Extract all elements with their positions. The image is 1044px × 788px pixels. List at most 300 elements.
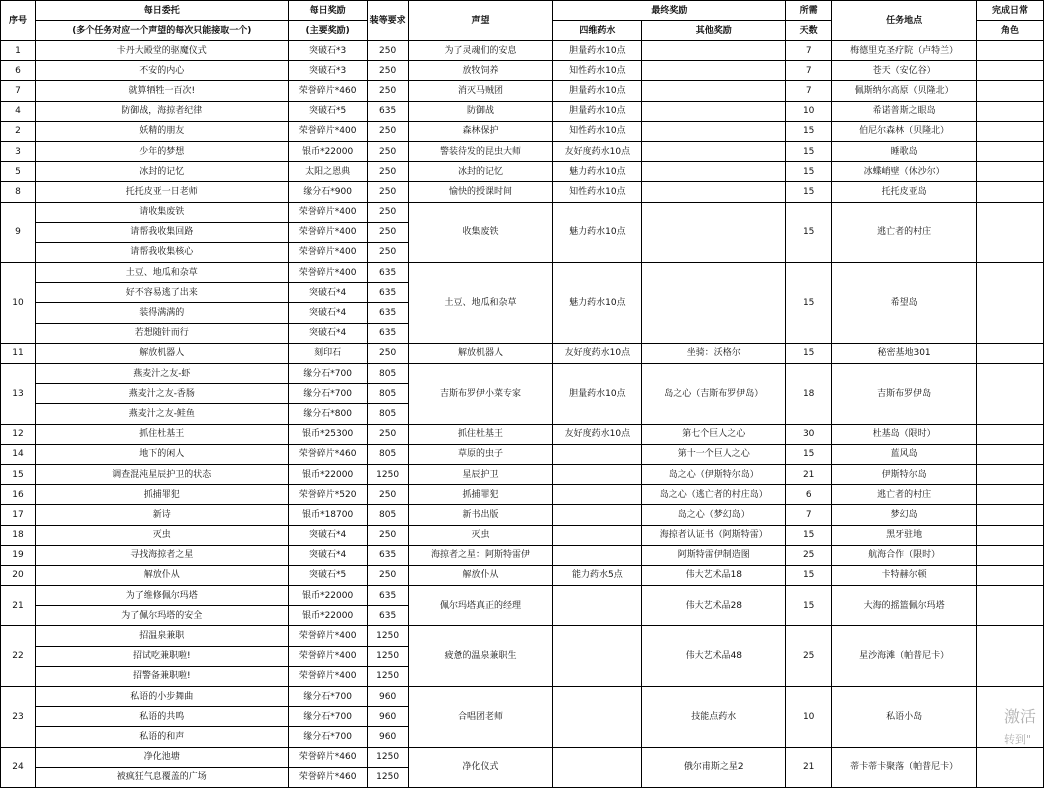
daily-task-name: 净化池塘 bbox=[35, 747, 288, 767]
row-number: 19 bbox=[1, 545, 36, 565]
quest-location: 梦幻岛 bbox=[832, 505, 977, 525]
table-row bbox=[1, 121, 1044, 141]
other-reward: 岛之心（伊斯特尔岛） bbox=[642, 464, 786, 484]
potion-reward bbox=[553, 444, 642, 464]
completion-cell bbox=[977, 81, 1044, 101]
gear-requirement: 250 bbox=[367, 61, 408, 81]
daily-task-name: 私语的共鸣 bbox=[35, 707, 288, 727]
daily-task-name: 灭虫 bbox=[35, 525, 288, 545]
gear-requirement: 250 bbox=[367, 121, 408, 141]
reputation-name: 冰封的记忆 bbox=[408, 162, 553, 182]
reputation-name: 消灭马贼团 bbox=[408, 81, 553, 101]
daily-task-name: 装得满满的 bbox=[35, 303, 288, 323]
gear-requirement: 805 bbox=[367, 384, 408, 404]
table-row bbox=[1, 81, 1044, 101]
daily-reward: 缘分石*700 bbox=[288, 707, 367, 727]
reputation-name: 抓住杜基王 bbox=[408, 424, 553, 444]
potion-reward bbox=[553, 626, 642, 687]
other-reward: 技能点药水 bbox=[642, 687, 786, 748]
header-daily-reward: 每日奖励 bbox=[288, 1, 367, 21]
daily-reward: 缘分石*900 bbox=[288, 182, 367, 202]
required-days: 15 bbox=[786, 586, 832, 626]
daily-task-name: 寻找海掠者之星 bbox=[35, 545, 288, 565]
required-days: 25 bbox=[786, 626, 832, 687]
gear-requirement: 805 bbox=[367, 505, 408, 525]
required-days: 15 bbox=[786, 121, 832, 141]
daily-reward: 突破石*4 bbox=[288, 283, 367, 303]
header-days-line2: 天数 bbox=[786, 21, 832, 41]
row-number: 7 bbox=[1, 81, 36, 101]
gear-requirement: 635 bbox=[367, 586, 408, 606]
quest-location: 逃亡者的村庄 bbox=[832, 485, 977, 505]
completion-cell bbox=[977, 626, 1044, 687]
other-reward bbox=[642, 202, 786, 263]
row-number: 14 bbox=[1, 444, 36, 464]
daily-reward: 荣誉碎片*400 bbox=[288, 646, 367, 666]
reputation-name: 森林保护 bbox=[408, 121, 553, 141]
reputation-name: 疲惫的温泉兼职生 bbox=[408, 626, 553, 687]
quest-location: 杜基岛（限时） bbox=[832, 424, 977, 444]
header-gear-requirement: 装等要求 bbox=[367, 1, 408, 41]
gear-requirement: 250 bbox=[367, 202, 408, 222]
daily-reward: 荣誉碎片*400 bbox=[288, 121, 367, 141]
required-days: 21 bbox=[786, 747, 832, 787]
gear-requirement: 960 bbox=[367, 687, 408, 707]
quest-location: 梅德里克圣疗院（卢特兰） bbox=[832, 41, 977, 61]
gear-requirement: 1250 bbox=[367, 666, 408, 686]
daily-task-name: 地下的闲人 bbox=[35, 444, 288, 464]
quest-location: 航海合作（限时） bbox=[832, 545, 977, 565]
table-row bbox=[1, 101, 1044, 121]
reputation-name: 海掠者之星：阿斯特雷伊 bbox=[408, 545, 553, 565]
other-reward: 岛之心（吉斯布罗伊岛） bbox=[642, 364, 786, 425]
gear-requirement: 635 bbox=[367, 606, 408, 626]
row-number: 1 bbox=[1, 41, 36, 61]
required-days: 15 bbox=[786, 565, 832, 585]
table-row bbox=[1, 202, 1044, 222]
other-reward: 海掠者认证书（阿斯特雷） bbox=[642, 525, 786, 545]
table-row bbox=[1, 565, 1044, 585]
other-reward: 坐骑：沃格尔 bbox=[642, 343, 786, 363]
other-reward bbox=[642, 182, 786, 202]
required-days: 7 bbox=[786, 81, 832, 101]
daily-task-name: 抓住杜基王 bbox=[35, 424, 288, 444]
reputation-name: 星辰护卫 bbox=[408, 464, 553, 484]
daily-task-name: 卡丹大殿堂的驱魔仪式 bbox=[35, 41, 288, 61]
table-row bbox=[1, 343, 1044, 363]
table-row bbox=[1, 61, 1044, 81]
daily-reward: 缘分石*700 bbox=[288, 384, 367, 404]
other-reward bbox=[642, 61, 786, 81]
daily-task-name: 不安的内心 bbox=[35, 61, 288, 81]
quest-location: 逃亡者的村庄 bbox=[832, 202, 977, 263]
daily-task-name: 私语的小步舞曲 bbox=[35, 687, 288, 707]
table-row bbox=[1, 586, 1044, 606]
gear-requirement: 635 bbox=[367, 545, 408, 565]
potion-reward: 友好度药水10点 bbox=[553, 343, 642, 363]
daily-task-name: 若想随针而行 bbox=[35, 323, 288, 343]
completion-cell bbox=[977, 121, 1044, 141]
row-number: 10 bbox=[1, 263, 36, 344]
potion-reward bbox=[553, 525, 642, 545]
gear-requirement: 250 bbox=[367, 141, 408, 161]
completion-cell bbox=[977, 464, 1044, 484]
quest-location: 托托皮亚岛 bbox=[832, 182, 977, 202]
required-days: 18 bbox=[786, 364, 832, 425]
daily-reward: 刻印石 bbox=[288, 343, 367, 363]
gear-requirement: 250 bbox=[367, 343, 408, 363]
quest-location: 苍天（安亿谷） bbox=[832, 61, 977, 81]
daily-reward: 银币*22000 bbox=[288, 606, 367, 626]
potion-reward bbox=[553, 747, 642, 787]
table-row bbox=[1, 263, 1044, 283]
reputation-name: 草原的虫子 bbox=[408, 444, 553, 464]
completion-cell bbox=[977, 41, 1044, 61]
header-reputation: 声望 bbox=[408, 1, 553, 41]
daily-reward: 突破石*3 bbox=[288, 61, 367, 81]
quest-location: 秘密基地301 bbox=[832, 343, 977, 363]
reputation-name: 解放仆从 bbox=[408, 565, 553, 585]
daily-reward: 银币*22000 bbox=[288, 464, 367, 484]
table-row bbox=[1, 485, 1044, 505]
gear-requirement: 250 bbox=[367, 222, 408, 242]
required-days: 10 bbox=[786, 101, 832, 121]
daily-task-name: 土豆、地瓜和杂草 bbox=[35, 263, 288, 283]
daily-reward: 缘分石*700 bbox=[288, 727, 367, 747]
gear-requirement: 1250 bbox=[367, 646, 408, 666]
daily-task-name: 少年的梦想 bbox=[35, 141, 288, 161]
gear-requirement: 250 bbox=[367, 242, 408, 262]
gear-requirement: 250 bbox=[367, 81, 408, 101]
completion-cell bbox=[977, 364, 1044, 425]
potion-reward: 魅力药水10点 bbox=[553, 202, 642, 263]
potion-reward: 胆量药水10点 bbox=[553, 101, 642, 121]
daily-reward: 荣誉碎片*400 bbox=[288, 202, 367, 222]
table-row bbox=[1, 424, 1044, 444]
required-days: 15 bbox=[786, 141, 832, 161]
other-reward: 第十一个巨人之心 bbox=[642, 444, 786, 464]
potion-reward: 胆量药水10点 bbox=[553, 41, 642, 61]
daily-task-name: 私语的和声 bbox=[35, 727, 288, 747]
required-days: 21 bbox=[786, 464, 832, 484]
completion-cell bbox=[977, 141, 1044, 161]
other-reward bbox=[642, 263, 786, 344]
gear-requirement: 1250 bbox=[367, 626, 408, 646]
required-days: 15 bbox=[786, 162, 832, 182]
gear-requirement: 250 bbox=[367, 162, 408, 182]
required-days: 15 bbox=[786, 525, 832, 545]
daily-task-name: 招警备兼职啦! bbox=[35, 666, 288, 686]
reputation-name: 收集废铁 bbox=[408, 202, 553, 263]
daily-task-name: 为了佩尔玛塔的安全 bbox=[35, 606, 288, 626]
required-days: 6 bbox=[786, 485, 832, 505]
quest-location: 黑牙驻地 bbox=[832, 525, 977, 545]
quest-location: 私语小岛 bbox=[832, 687, 977, 748]
reputation-name: 新书出版 bbox=[408, 505, 553, 525]
other-reward: 岛之心（逃亡者的村庄岛） bbox=[642, 485, 786, 505]
row-number: 16 bbox=[1, 485, 36, 505]
gear-requirement: 1250 bbox=[367, 747, 408, 767]
quest-location: 希望岛 bbox=[832, 263, 977, 344]
quest-location: 伯尼尔森林（贝隆北） bbox=[832, 121, 977, 141]
daily-task-name: 托托皮亚一日老师 bbox=[35, 182, 288, 202]
reputation-name: 吉斯布罗伊小菜专家 bbox=[408, 364, 553, 425]
gear-requirement: 635 bbox=[367, 303, 408, 323]
quest-location: 睡歌岛 bbox=[832, 141, 977, 161]
quest-location: 卡特赫尔顿 bbox=[832, 565, 977, 585]
other-reward: 伟大艺术品48 bbox=[642, 626, 786, 687]
daily-reward: 突破石*3 bbox=[288, 41, 367, 61]
other-reward: 阿斯特雷伊制造图 bbox=[642, 545, 786, 565]
quest-location: 吉斯布罗伊岛 bbox=[832, 364, 977, 425]
required-days: 7 bbox=[786, 41, 832, 61]
required-days: 30 bbox=[786, 424, 832, 444]
completion-cell bbox=[977, 182, 1044, 202]
potion-reward bbox=[553, 505, 642, 525]
other-reward bbox=[642, 121, 786, 141]
daily-reward: 荣誉碎片*460 bbox=[288, 747, 367, 767]
completion-cell bbox=[977, 586, 1044, 626]
reputation-name: 防御战 bbox=[408, 101, 553, 121]
row-number: 24 bbox=[1, 747, 36, 787]
completion-cell bbox=[977, 545, 1044, 565]
gear-requirement: 635 bbox=[367, 283, 408, 303]
reputation-name: 为了灵魂们的安息 bbox=[408, 41, 553, 61]
table-row bbox=[1, 444, 1044, 464]
gear-requirement: 250 bbox=[367, 525, 408, 545]
completion-cell bbox=[977, 263, 1044, 344]
daily-reward: 缘分石*800 bbox=[288, 404, 367, 424]
daily-reward: 突破石*4 bbox=[288, 323, 367, 343]
gear-requirement: 805 bbox=[367, 404, 408, 424]
potion-reward: 知性药水10点 bbox=[553, 121, 642, 141]
reputation-name: 警装待发的昆虫大师 bbox=[408, 141, 553, 161]
gear-requirement: 1250 bbox=[367, 767, 408, 787]
gear-requirement: 250 bbox=[367, 182, 408, 202]
daily-task-name: 新诗 bbox=[35, 505, 288, 525]
potion-reward bbox=[553, 687, 642, 748]
daily-reward: 荣誉碎片*400 bbox=[288, 242, 367, 262]
other-reward: 伟大艺术品18 bbox=[642, 565, 786, 585]
required-days: 7 bbox=[786, 61, 832, 81]
daily-task-name: 请帮我收集核心 bbox=[35, 242, 288, 262]
other-reward bbox=[642, 141, 786, 161]
header-days-line1: 所需 bbox=[786, 1, 832, 21]
reputation-name: 佩尔玛塔真正的经理 bbox=[408, 586, 553, 626]
required-days: 25 bbox=[786, 545, 832, 565]
daily-task-name: 防御战，海掠者纪律 bbox=[35, 101, 288, 121]
gear-requirement: 250 bbox=[367, 485, 408, 505]
table-row bbox=[1, 182, 1044, 202]
row-number: 12 bbox=[1, 424, 36, 444]
table-row bbox=[1, 41, 1044, 61]
row-number: 23 bbox=[1, 687, 36, 748]
daily-reward: 突破石*4 bbox=[288, 525, 367, 545]
gear-requirement: 635 bbox=[367, 263, 408, 283]
required-days: 7 bbox=[786, 505, 832, 525]
daily-reward: 突破石*4 bbox=[288, 545, 367, 565]
potion-reward: 友好度药水10点 bbox=[553, 424, 642, 444]
daily-task-name: 好不容易逃了出来 bbox=[35, 283, 288, 303]
row-number: 11 bbox=[1, 343, 36, 363]
gear-requirement: 960 bbox=[367, 727, 408, 747]
table-row bbox=[1, 464, 1044, 484]
daily-task-name: 解放仆从 bbox=[35, 565, 288, 585]
completion-cell bbox=[977, 61, 1044, 81]
daily-reward: 荣誉碎片*460 bbox=[288, 767, 367, 787]
row-number: 17 bbox=[1, 505, 36, 525]
potion-reward: 能力药水5点 bbox=[553, 565, 642, 585]
daily-reward: 荣誉碎片*400 bbox=[288, 626, 367, 646]
completion-cell bbox=[977, 525, 1044, 545]
row-number: 6 bbox=[1, 61, 36, 81]
daily-reward: 缘分石*700 bbox=[288, 364, 367, 384]
table-row bbox=[1, 141, 1044, 161]
daily-reward: 银币*25300 bbox=[288, 424, 367, 444]
table-row bbox=[1, 626, 1044, 646]
completion-cell bbox=[977, 343, 1044, 363]
quest-location: 伊斯特尔岛 bbox=[832, 464, 977, 484]
potion-reward bbox=[553, 464, 642, 484]
potion-reward: 魅力药水10点 bbox=[553, 162, 642, 182]
quest-location: 冰蝶峭壁（休沙尔） bbox=[832, 162, 977, 182]
potion-reward: 友好度药水10点 bbox=[553, 141, 642, 161]
other-reward bbox=[642, 41, 786, 61]
daily-reward: 突破石*5 bbox=[288, 565, 367, 585]
daily-reward: 荣誉碎片*520 bbox=[288, 485, 367, 505]
potion-reward bbox=[553, 485, 642, 505]
watermark-line1: 激活 bbox=[1004, 707, 1037, 726]
quest-location: 蒂卡蒂卡聚落（帕普尼卡） bbox=[832, 747, 977, 787]
other-reward bbox=[642, 101, 786, 121]
gear-requirement: 250 bbox=[367, 424, 408, 444]
daily-task-name: 抓捕罪犯 bbox=[35, 485, 288, 505]
other-reward bbox=[642, 81, 786, 101]
required-days: 15 bbox=[786, 343, 832, 363]
quest-location: 佩斯纳尔高原（贝隆北） bbox=[832, 81, 977, 101]
daily-reward: 缘分石*700 bbox=[288, 687, 367, 707]
reputation-name: 合唱团老师 bbox=[408, 687, 553, 748]
gear-requirement: 250 bbox=[367, 565, 408, 585]
reputation-name: 抓捕罪犯 bbox=[408, 485, 553, 505]
other-reward: 岛之心（梦幻岛） bbox=[642, 505, 786, 525]
other-reward bbox=[642, 162, 786, 182]
daily-reward: 突破石*5 bbox=[288, 101, 367, 121]
other-reward: 俄尔甫斯之星2 bbox=[642, 747, 786, 787]
daily-reward: 银币*22000 bbox=[288, 141, 367, 161]
header-complete-line2: 角色 bbox=[977, 21, 1044, 41]
completion-cell bbox=[977, 202, 1044, 263]
daily-reward: 荣誉碎片*400 bbox=[288, 263, 367, 283]
daily-task-name: 调查混沌星辰护卫的状态 bbox=[35, 464, 288, 484]
daily-task-name: 燕麦汁之友-鲑鱼 bbox=[35, 404, 288, 424]
potion-reward: 胆量药水10点 bbox=[553, 81, 642, 101]
daily-task-name: 请帮我收集回路 bbox=[35, 222, 288, 242]
potion-reward: 魅力药水10点 bbox=[553, 263, 642, 344]
quest-location: 星沙海滩（帕普尼卡） bbox=[832, 626, 977, 687]
potion-reward: 知性药水10点 bbox=[553, 61, 642, 81]
daily-task-name: 为了维修佩尔玛塔 bbox=[35, 586, 288, 606]
gear-requirement: 635 bbox=[367, 323, 408, 343]
daily-reward: 荣誉碎片*400 bbox=[288, 222, 367, 242]
gear-requirement: 250 bbox=[367, 41, 408, 61]
row-number: 8 bbox=[1, 182, 36, 202]
row-number: 22 bbox=[1, 626, 36, 687]
row-number: 21 bbox=[1, 586, 36, 626]
reputation-name: 放牧饲养 bbox=[408, 61, 553, 81]
table-body bbox=[1, 41, 1044, 788]
completion-cell bbox=[977, 485, 1044, 505]
row-number: 4 bbox=[1, 101, 36, 121]
table-row bbox=[1, 364, 1044, 384]
table-row bbox=[1, 505, 1044, 525]
header-other-reward: 其他奖励 bbox=[642, 21, 786, 41]
reputation-name: 愉快的授课时间 bbox=[408, 182, 553, 202]
daily-task-name: 招温泉兼职 bbox=[35, 626, 288, 646]
potion-reward bbox=[553, 586, 642, 626]
quest-location: 大海的摇篮佩尔玛塔 bbox=[832, 586, 977, 626]
daily-reward: 荣誉碎片*460 bbox=[288, 444, 367, 464]
other-reward: 伟大艺术品28 bbox=[642, 586, 786, 626]
row-number: 13 bbox=[1, 364, 36, 425]
reputation-name: 解放机器人 bbox=[408, 343, 553, 363]
gear-requirement: 635 bbox=[367, 101, 408, 121]
required-days: 10 bbox=[786, 687, 832, 748]
potion-reward: 胆量药水10点 bbox=[553, 364, 642, 425]
watermark-line2: 转到" bbox=[1004, 733, 1032, 746]
quest-location: 希诺普斯之眼岛 bbox=[832, 101, 977, 121]
header-potion: 四维药水 bbox=[553, 21, 642, 41]
row-number: 5 bbox=[1, 162, 36, 182]
row-number: 15 bbox=[1, 464, 36, 484]
daily-task-name: 冰封的记忆 bbox=[35, 162, 288, 182]
row-number: 20 bbox=[1, 565, 36, 585]
header-daily-reward-note: (主要奖励) bbox=[288, 21, 367, 41]
table-row bbox=[1, 747, 1044, 767]
completion-cell bbox=[977, 565, 1044, 585]
row-number: 9 bbox=[1, 202, 36, 263]
table-row bbox=[1, 687, 1044, 707]
required-days: 15 bbox=[786, 202, 832, 263]
quest-location: 蓝风岛 bbox=[832, 444, 977, 464]
daily-task-name: 燕麦汁之友-香肠 bbox=[35, 384, 288, 404]
table-row bbox=[1, 162, 1044, 182]
daily-task-name: 请收集废铁 bbox=[35, 202, 288, 222]
potion-reward: 知性药水10点 bbox=[553, 182, 642, 202]
daily-task-name: 解放机器人 bbox=[35, 343, 288, 363]
daily-task-name: 招试吃兼职啦! bbox=[35, 646, 288, 666]
gear-requirement: 960 bbox=[367, 707, 408, 727]
daily-reward: 荣誉碎片*400 bbox=[288, 666, 367, 686]
daily-task-name: 就算牺牲一百次! bbox=[35, 81, 288, 101]
row-number: 2 bbox=[1, 121, 36, 141]
daily-reward: 荣誉碎片*460 bbox=[288, 81, 367, 101]
completion-cell bbox=[977, 424, 1044, 444]
gear-requirement: 1250 bbox=[367, 464, 408, 484]
reputation-name: 土豆、地瓜和杂草 bbox=[408, 263, 553, 344]
gear-requirement: 805 bbox=[367, 444, 408, 464]
reputation-name: 净化仪式 bbox=[408, 747, 553, 787]
daily-task-name: 燕麦汁之友-虾 bbox=[35, 364, 288, 384]
table-row bbox=[1, 525, 1044, 545]
completion-cell bbox=[977, 747, 1044, 787]
header-location: 任务地点 bbox=[832, 1, 977, 41]
header-daily-task: 每日委托 bbox=[35, 1, 288, 21]
daily-reward: 银币*18700 bbox=[288, 505, 367, 525]
daily-task-name: 被疯狂气息覆盖的广场 bbox=[35, 767, 288, 787]
required-days: 15 bbox=[786, 444, 832, 464]
daily-reward: 太阳之恩典 bbox=[288, 162, 367, 182]
